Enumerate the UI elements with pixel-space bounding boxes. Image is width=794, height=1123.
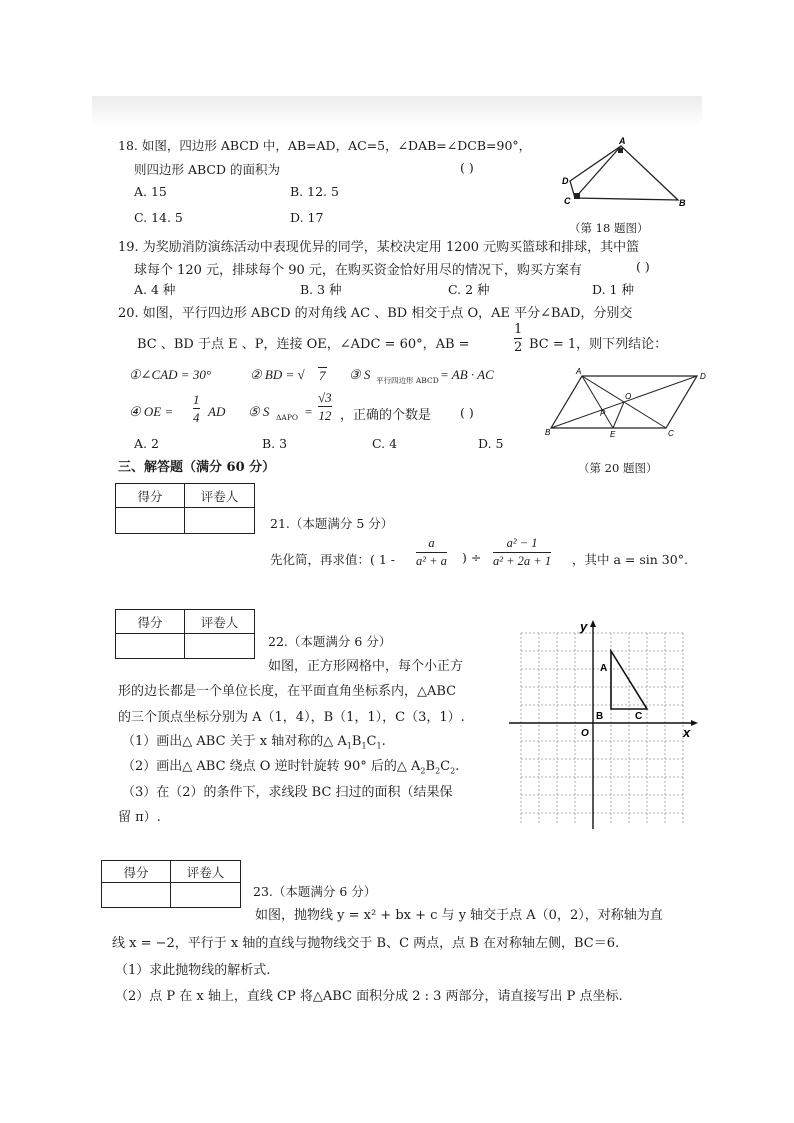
q20-fraction-half (514, 322, 522, 355)
fraction-bar (193, 408, 200, 409)
q23-line-2: 线 x = −2，平行于 x 轴的直线与抛物线交于 B、C 两点，点 B 在对称轴左侧，BC＝6. (112, 936, 620, 951)
score-table-header-grader: 评卷人 (185, 484, 255, 508)
q20-label-e: E (610, 430, 616, 439)
q22-item-1-end: . (381, 734, 386, 749)
q21-prefix: 先化简，再求值：( 1 - (270, 552, 396, 567)
q22-line-3: 的三个顶点坐标分别为 A（1，4），B（1，1），C（3，1）. (118, 710, 465, 725)
score-table-q22 (115, 609, 255, 659)
q22-coordinate-grid (503, 615, 703, 835)
score-table-header-score: 得分 (102, 861, 171, 883)
q20-line-2a: BC 、BD 于点 E 、P，连接 OE，∠ADC = 60°，AB = (137, 337, 470, 352)
q20-option-b: B. 3 (262, 436, 288, 451)
q21-middle: ) ÷ (462, 550, 482, 565)
q22-item-2-end: . (455, 759, 460, 774)
q18-answer-paren: ( ) (460, 160, 474, 175)
q20-half-numerator: 1 (514, 322, 523, 337)
q20-conclusion-2b: 7 (319, 368, 326, 383)
grader-cell[interactable] (171, 883, 241, 908)
q21-f2-numerator: a² − 1 (506, 536, 538, 550)
q22-item-2-b: B (425, 759, 436, 774)
q21-fraction-2 (493, 536, 551, 569)
q22-x-axis-arrow (691, 720, 698, 726)
q23-item-1: （1）求此抛物线的解析式. (115, 963, 271, 978)
q22-y-axis-arrow (590, 620, 596, 627)
q20-figure-caption: （第 20 题图） (578, 461, 658, 475)
grader-cell[interactable] (185, 634, 255, 659)
q18-label-d: D (562, 176, 569, 186)
fraction-bar (514, 338, 522, 339)
scan-shadow (92, 96, 702, 126)
q21-fraction-1 (416, 536, 447, 569)
q20-conclusion-4b: AD (208, 404, 226, 419)
q21-f2-denominator: a² + 2a + 1 (493, 554, 552, 568)
q20-fraction-quarter (193, 392, 200, 425)
q21-header: 21.（本题满分 5 分） (270, 516, 394, 531)
q18-figure (555, 134, 690, 214)
q20-label-b: B (545, 428, 551, 437)
q22-item-2-sub-b: 2 (435, 766, 441, 776)
q20-conclusion-1: ①∠CAD = 30° (129, 367, 212, 382)
q22-item-2-sub-c: 2 (450, 766, 456, 776)
q22-item-3-cont: 留 π）. (118, 810, 161, 825)
q23-item-2: （2）点 P 在 x 轴上，直线 CP 将△ABC 面积分成 2 : 3 两部分，请直接写出 P 点坐标. (115, 989, 623, 1004)
score-table-header-grader: 评卷人 (171, 861, 241, 883)
q22-line-2: 形的边长都是一个单位长度，在平面直角坐标系内，△ABC (118, 684, 457, 699)
q20-line-1: 20. 如图，平行四边形 ABCD 的对角线 AC 、BD 相交于点 O，AE 平分∠BAD，分别交 (118, 306, 633, 321)
q22-label-y: y (580, 619, 588, 634)
q18-stem-line-2: 则四边形 ABCD 的面积为 (134, 162, 280, 177)
q22-header: 22.（本题满分 6 分） (268, 634, 392, 649)
q20-bisector-ae (582, 376, 613, 428)
q18-label-b: B (679, 198, 686, 208)
score-table-q21 (115, 483, 255, 534)
q20-conclusion-3-subscript: 平行四边形 ABCD (376, 376, 439, 385)
q20-conclusion-3a: ③ S (349, 367, 371, 382)
q18-right-angle-mark-a (618, 148, 623, 153)
q18-diagonal-ac (575, 146, 621, 198)
q22-item-3: （3）在（2）的条件下，求线段 BC 扫过的面积（结果保 (122, 785, 453, 800)
q22-item-2-text: （2）画出△ ABC 绕点 O 逆时针旋转 90° 后的△ A (122, 759, 421, 774)
q20-label-p: P (600, 409, 606, 418)
q18-option-c: C. 14. 5 (134, 210, 183, 225)
q20-conclusion-3b: = AB · AC (440, 367, 494, 382)
q23-line-1: 如图，抛物线 y = x² + bx + c 与 y 轴交于点 A（0，2），对称轴为直 (255, 908, 663, 923)
q20-segment-oe (613, 402, 624, 428)
q18-figure-caption: （第 18 题图） (569, 221, 649, 235)
q18-stem-line-1: 18. 如图，四边形 ABCD 中，AB=AD，AC=5，∠DAB=∠DCB=90°， (118, 138, 532, 153)
q22-label-x: x (683, 725, 691, 740)
q20-option-c: C. 4 (372, 436, 398, 451)
q18-option-d: D. 17 (290, 210, 324, 225)
fraction-bar (493, 552, 551, 553)
q22-label-c: C (635, 711, 643, 722)
q21-f1-numerator: a (428, 536, 435, 550)
q20-conclusion-5-subscript: ΔAPO (276, 413, 299, 422)
q20-label-c: C (668, 429, 674, 438)
q20-conclusion-5c: ，正确的个数是 (340, 408, 432, 423)
q19-line-2: 球每个 120 元，排球每个 90 元，在购买资金恰好用尽的情况下，购买方案有 (134, 263, 582, 278)
q20-conclusion-2a: ② BD = √ (250, 367, 305, 382)
q22-item-2-c: C (440, 759, 451, 774)
q18-quadrilateral (570, 146, 678, 200)
score-table-header-score: 得分 (116, 610, 185, 634)
q20-conclusion-5b: = (304, 404, 313, 419)
q19-option-c: C. 2 种 (448, 282, 490, 297)
q20-label-o: O (625, 392, 632, 401)
q19-answer-paren: ( ) (636, 259, 650, 274)
q19-option-b: B. 3 种 (300, 282, 342, 297)
q20-label-d: D (700, 372, 706, 381)
q22-item-2-sub-a: 2 (420, 766, 426, 776)
q22-label-b: B (596, 711, 604, 722)
q22-label-a: A (600, 663, 608, 674)
q22-item-1 (122, 730, 386, 751)
q18-label-a: A (619, 136, 626, 146)
score-table-header-score: 得分 (116, 484, 185, 508)
fraction-bar (416, 552, 447, 553)
q22-label-origin: O (581, 728, 589, 739)
q20-half-denominator: 2 (514, 340, 523, 355)
q23-header: 23.（本题满分 6 分） (253, 884, 377, 899)
q22-item-1-sub-b: 1 (361, 741, 367, 751)
q22-item-1-c: C (366, 734, 377, 749)
q20-fraction-sqrt3-12 (318, 390, 332, 423)
fraction-bar (318, 406, 332, 407)
q20-option-d: D. 5 (478, 436, 504, 451)
q18-right-angle-mark-c (574, 193, 580, 199)
q20-conclusion-5a: ⑤ S (248, 404, 270, 419)
score-cell[interactable] (116, 508, 185, 534)
q22-item-1-b: B (351, 734, 362, 749)
score-cell[interactable] (116, 634, 185, 659)
q22-item-1-text: （1）画出△ ABC 关于 x 轴对称的△ A (122, 734, 347, 749)
q19-option-d: D. 1 种 (592, 282, 634, 297)
q20-label-a: A (576, 367, 582, 376)
q20-line-2b: BC = 1，则下列结论： (529, 337, 668, 352)
q20-quarter-numerator: 1 (193, 392, 200, 407)
q20-sqrt3-numerator: √3 (318, 390, 332, 405)
q22-triangle-abc (611, 651, 647, 709)
q19-line-1: 19. 为奖励消防演练活动中表现优异的同学，某校决定用 1200 元购买篮球和排球，其中篮 (118, 240, 640, 255)
q18-option-b: B. 12. 5 (290, 184, 339, 199)
q20-quarter-denominator: 4 (193, 410, 200, 425)
q19-option-a: A. 4 种 (134, 282, 176, 297)
q22-item-1-sub-c: 1 (376, 741, 382, 751)
q21-f1-denominator: a² + a (416, 554, 447, 568)
score-table-q23 (101, 860, 241, 908)
score-cell[interactable] (102, 883, 171, 908)
q20-answer-paren: ( ) (460, 405, 474, 420)
score-table-header-grader: 评卷人 (185, 610, 255, 634)
q22-item-1-sub-a: 1 (346, 741, 352, 751)
q21-suffix: ，其中 a = sin 30°. (572, 552, 688, 567)
q18-option-a: A. 15 (134, 184, 167, 199)
q22-grid-lines (521, 633, 683, 825)
q22-line-1: 如图，正方形网格中，每个小正方 (268, 659, 464, 674)
q20-conclusion-4a: ④ OE = (129, 404, 174, 419)
section-3-heading: 三、解答题（满分 60 分） (118, 460, 276, 475)
q20-option-a: A. 2 (134, 436, 159, 451)
grader-cell[interactable] (185, 508, 255, 534)
q20-12-denominator: 12 (318, 408, 332, 423)
q22-item-2 (122, 755, 459, 776)
q18-label-c: C (564, 196, 571, 206)
q20-figure (545, 365, 715, 445)
